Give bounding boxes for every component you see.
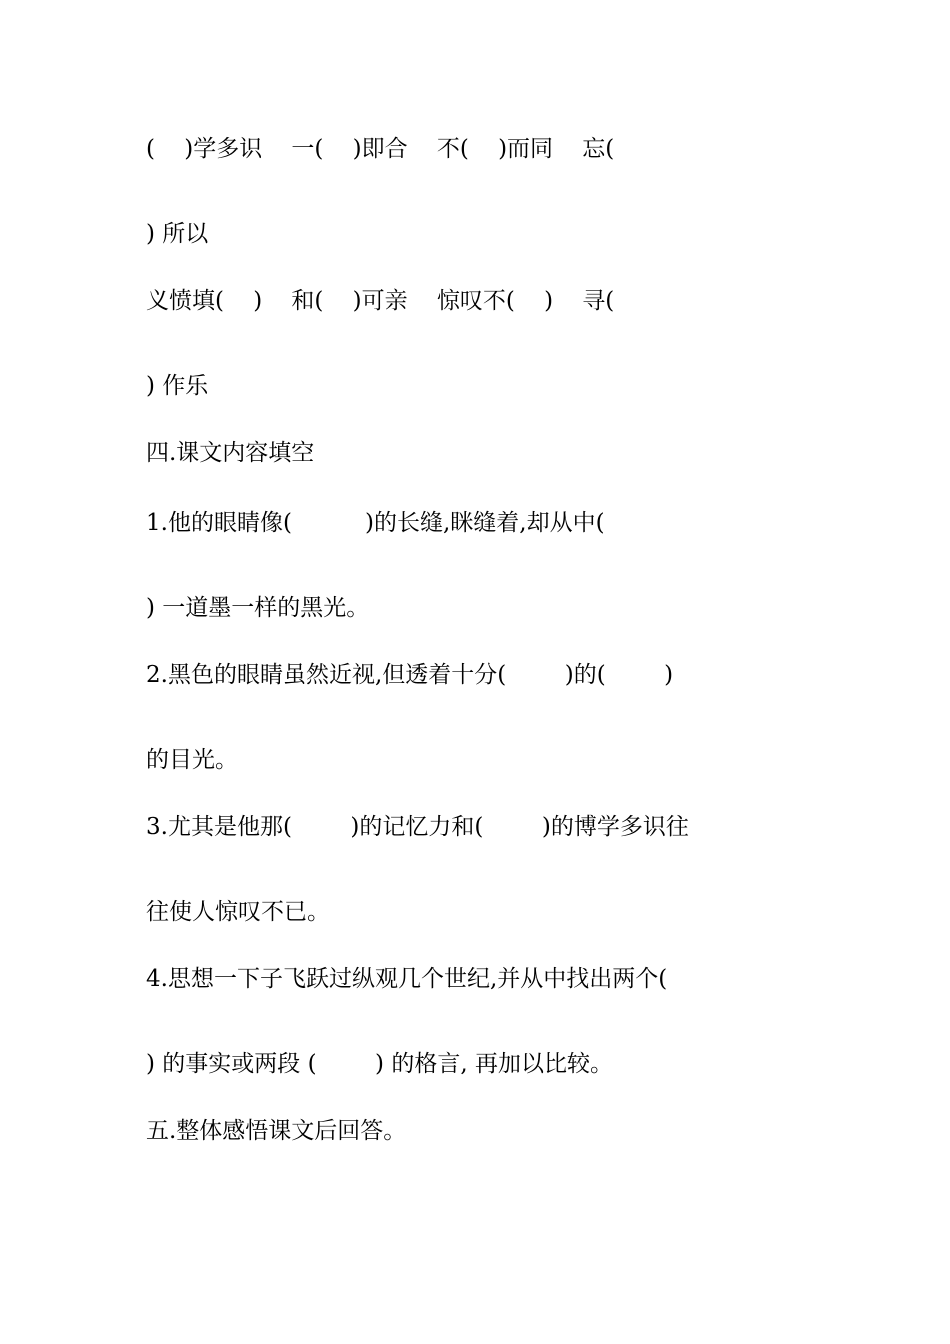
idiom-row-2-line-2: ) 作乐 [146, 373, 209, 399]
question-4-line-2: ) 的事实或两段 ( ) 的格言, 再加以比较。 [146, 1051, 613, 1077]
question-1-line-1: 1.他的眼睛像( )的长缝,眯缝着,却从中( [146, 510, 605, 536]
question-3-line-1: 3.尤其是他那( )的记忆力和( )的博学多识往 [146, 814, 689, 840]
section-4-heading: 四.课文内容填空 [146, 440, 315, 466]
question-3-line-2: 往使人惊叹不已。 [146, 899, 330, 925]
idiom-row-1-line-2: ) 所以 [146, 221, 209, 247]
question-2-line-2: 的目光。 [146, 747, 238, 773]
idiom-row-1-line-1: ( )学多识 一( )即合 不( )而同 忘( [146, 136, 615, 162]
section-5-heading: 五.整体感悟课文后回答。 [146, 1118, 407, 1144]
question-1-line-2: ) 一道墨一样的黑光。 [146, 595, 370, 621]
idiom-row-2-line-1: 义愤填( ) 和( )可亲 惊叹不( ) 寻( [146, 288, 615, 314]
question-2-line-1: 2.黑色的眼睛虽然近视,但透着十分( )的( ) [146, 662, 674, 688]
question-4-line-1: 4.思想一下子飞跃过纵观几个世纪,并从中找出两个( [146, 966, 668, 992]
